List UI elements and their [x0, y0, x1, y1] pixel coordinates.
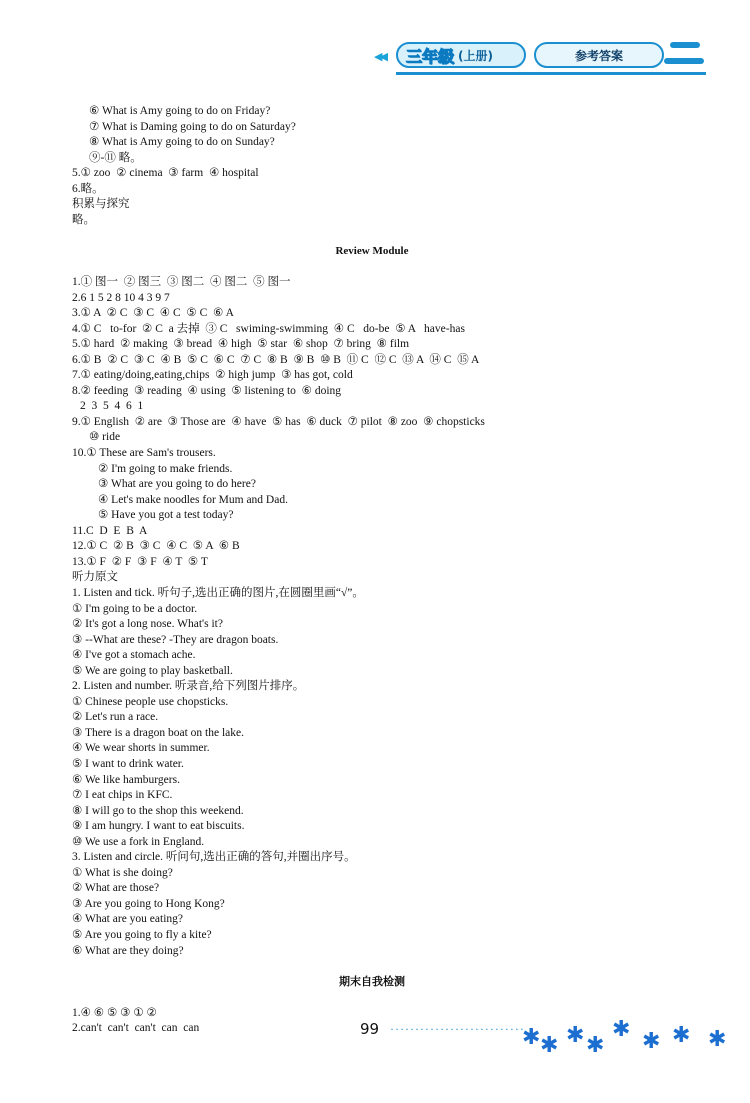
- answer-line: ⑧ I will go to the shop this weekend.: [72, 804, 244, 817]
- answer-line: ② Let's run a race.: [72, 711, 159, 724]
- answer-line: 2.can't can't can't can can: [72, 1022, 200, 1035]
- answer-line: ⑤ Have you got a test today?: [98, 509, 234, 522]
- answer-line: ④ I've got a stomach ache.: [72, 649, 196, 662]
- answer-line: 11.C D E B A: [72, 524, 148, 537]
- answers-badge: 参考答案: [534, 42, 664, 68]
- answer-line: 12.① C ② B ③ C ④ C ⑤ A ⑥ B: [72, 540, 240, 553]
- answer-line: ① What is she doing?: [72, 866, 173, 879]
- svg-text:✱: ✱: [540, 1033, 559, 1058]
- svg-text:✱: ✱: [612, 1017, 631, 1042]
- answer-line: [72, 228, 672, 244]
- answer-line: ⑩ We use a fork in England.: [72, 835, 205, 848]
- section-heading: Review Module: [335, 244, 409, 257]
- svg-text:✱: ✱: [672, 1023, 691, 1048]
- answer-line: ③ What are you going to do here?: [98, 478, 256, 491]
- answer-line: ① I'm going to be a doctor.: [72, 602, 198, 615]
- answer-line: ② I'm going to make friends.: [98, 462, 233, 475]
- answer-line: ⑤ We are going to play basketball.: [72, 664, 233, 677]
- double-arrow-left-icon: ◀◀: [374, 51, 385, 63]
- answer-line: ⑨-⑪ 略。: [89, 151, 142, 164]
- svg-text:✱: ✱: [522, 1025, 541, 1050]
- grade-title: 三年级: [406, 46, 455, 66]
- answer-line: ④ What are you eating?: [72, 913, 183, 926]
- answer-line: 6.略。: [72, 182, 104, 195]
- svg-text:✱: ✱: [708, 1027, 727, 1052]
- answer-line: 5.① hard ② making ③ bread ④ high ⑤ star ⑥ shop ⑦ bring ⑧ film: [72, 338, 410, 351]
- answer-line: ④ We wear shorts in summer.: [72, 742, 210, 755]
- answer-line: ③ There is a dragon boat on the lake.: [72, 726, 245, 739]
- answer-line: ⑥ We like hamburgers.: [72, 773, 180, 786]
- chinese-two-logo-icon: [664, 36, 706, 72]
- answer-line: ⑤ I want to drink water.: [72, 757, 184, 770]
- volume-label: (上册): [458, 48, 493, 63]
- answer-line: ⑥ What is Amy going to do on Friday?: [89, 105, 271, 117]
- answer-line: 略。: [72, 213, 95, 226]
- answer-line: 1.④ ⑥ ⑤ ③ ① ②: [72, 1006, 157, 1019]
- answer-line: ② What are those?: [72, 882, 160, 895]
- answer-line: [72, 990, 672, 1006]
- answer-line: 听力原文: [72, 571, 118, 584]
- answer-line: [72, 959, 672, 975]
- answer-line: ⑥ What are they doing?: [72, 944, 184, 957]
- answer-line: 8.② feeding ③ reading ④ using ⑤ listening to ⑥ doing: [72, 384, 342, 397]
- page-number: 99: [360, 1020, 380, 1038]
- section-heading: 期末自我检测: [339, 975, 405, 988]
- answer-line: ③ --What are these? -They are dragon boats.: [72, 633, 279, 646]
- answer-line: ⑦ I eat chips in KFC.: [72, 789, 173, 802]
- answer-line: 2.6 1 5 2 8 10 4 3 9 7: [72, 291, 170, 304]
- answer-line: 1. Listen and tick. 听句子,选出正确的图片,在圆圈里画“√”。: [72, 586, 364, 599]
- answer-line: 积累与探究: [72, 198, 130, 211]
- answer-line: ⑧ What is Amy going to do on Sunday?: [89, 136, 275, 149]
- answer-content: [72, 104, 672, 1037]
- answer-line: 1.① 图一 ② 图三 ③ 图二 ④ 图二 ⑤ 图一: [72, 276, 291, 289]
- answer-line: ⑨ I am hungry. I want to eat biscuits.: [72, 820, 245, 833]
- answer-line: 2. Listen and number. 听录音,给下列图片排序。: [72, 680, 305, 693]
- answer-line: ⑤ Are you going to fly a kite?: [72, 928, 212, 941]
- svg-text:✱: ✱: [586, 1033, 605, 1058]
- grade-badge: [396, 42, 526, 68]
- dotted-leader: ···························: [390, 1022, 525, 1036]
- answer-line: ⑦ What is Daming going to do on Saturday?: [89, 120, 296, 133]
- answer-line: ⑩ ride: [89, 431, 121, 444]
- answer-line: 2 3 5 4 6 1: [80, 400, 144, 413]
- answer-line: ③ Are you going to Hong Kong?: [72, 897, 225, 910]
- answer-line: 3.① A ② C ③ C ④ C ⑤ C ⑥ A: [72, 307, 234, 320]
- answer-line: ④ Let's make noodles for Mum and Dad.: [98, 493, 288, 506]
- answer-line: 3. Listen and circle. 听问句,选出正确的答句,并圈出序号。: [72, 851, 356, 864]
- answer-line: 9.① English ② are ③ Those are ④ have ⑤ has ⑥ duck ⑦ pilot ⑧ zoo ⑨ chopsticks: [72, 415, 485, 428]
- answer-line: 10.① These are Sam's trousers.: [72, 447, 216, 460]
- answer-line: 4.① C to-for ② C a 去掉 ③ C swiming-swimming ④ C do-be ⑤ A have-has: [72, 322, 465, 335]
- answer-line: 13.① F ② F ③ F ④ T ⑤ T: [72, 555, 208, 568]
- answer-line: ① Chinese people use chopsticks.: [72, 695, 229, 708]
- svg-text:✱: ✱: [642, 1029, 661, 1054]
- answer-line: ② It's got a long nose. What's it?: [72, 618, 223, 631]
- answer-line: 6.① B ② C ③ C ④ B ⑤ C ⑥ C ⑦ C ⑧ B ⑨ B ⑩ B ⑪ C ⑫ C ⑬ A ⑭ C ⑮ A: [72, 353, 480, 366]
- answer-line: [72, 259, 672, 275]
- decorative-stars-icon: [522, 1016, 742, 1066]
- answer-line: 7.① eating/doing,eating,chips ② high jump ③ has got, cold: [72, 369, 353, 382]
- svg-text:✱: ✱: [566, 1023, 585, 1048]
- page-footer: [0, 1016, 750, 1076]
- page-header: [374, 36, 709, 78]
- header-divider: [396, 72, 706, 75]
- answer-line: 5.① zoo ② cinema ③ farm ④ hospital: [72, 167, 259, 180]
